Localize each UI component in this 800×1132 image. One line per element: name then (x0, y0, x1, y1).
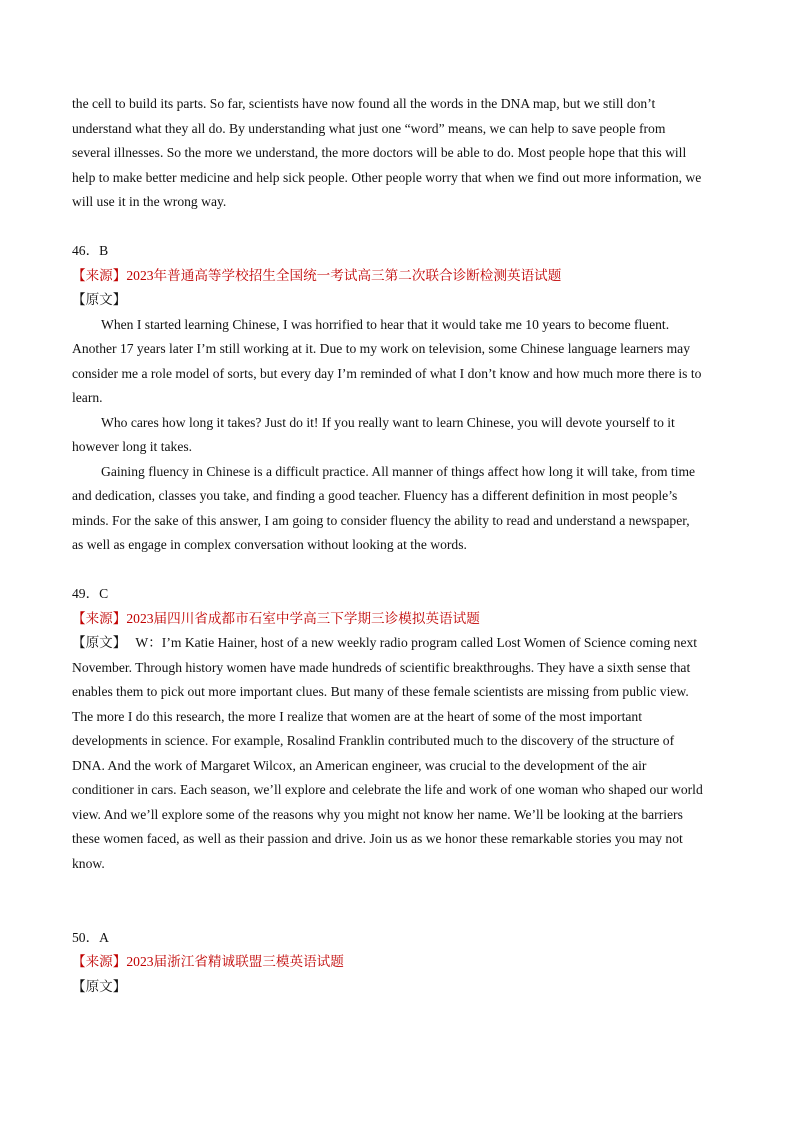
passage-line: Gaining fluency in Chinese is a difficult practice. All manner of things affect how long it will take, from time (101, 464, 696, 479)
passage-line: minds. For the sake of this answer, I am going to consider fluency the ability to read and understand a newspaper, (72, 513, 690, 528)
passage-line: When I started learning Chinese, I was horrified to hear that it would take me 10 years to become fluent. (101, 317, 670, 332)
passage-line: view. And we’ll explore some of the reasons why you might not know her name. We’ll be looking at the barriers (72, 807, 683, 822)
question-number: 46．B (72, 243, 109, 258)
passage-line: know. (72, 856, 105, 871)
passage-line: Who cares how long it takes? Just do it! If you really want to learn Chinese, you will devote yourself to it (101, 415, 675, 430)
intro-line: help to make better medicine and help sick people. Other people worry that when we find out more information, we (72, 170, 702, 185)
original-label: 【原文】 (72, 292, 127, 307)
source-label: 【来源】2023届浙江省精诚联盟三模英语试题 (72, 954, 344, 969)
passage-line: conditioner in cars. Each season, we’ll explore and celebrate the life and work of one woman who shaped our world (72, 782, 703, 797)
intro-line: will use it in the wrong way. (72, 194, 227, 209)
source-label: 【来源】2023年普通高等学校招生全国统一考试高三第二次联合诊断检测英语试题 (72, 268, 562, 283)
passage-line: W：I’m Katie Hainer, host of a new weekly radio program called Lost Women of Science coming next (135, 635, 698, 650)
passage-line: however long it takes. (72, 439, 193, 454)
passage-line: developments in science. For example, Rosalind Franklin contributed much to the discovery of the structure of (72, 733, 675, 748)
passage-line: consider me a role model of sorts, but every day I’m reminded of what I don’t know and how much more there is to (72, 366, 702, 381)
intro-line: understand what they all do. By understanding what just one “word” means, we can help to save people from (72, 121, 666, 136)
intro-line: the cell to build its parts. So far, scientists have now found all the words in the DNA map, but we still don’t (72, 96, 656, 111)
original-label: 【原文】 (72, 635, 127, 650)
passage-line: November. Through history women have made hundreds of scientific breakthroughs. They have a sixth sense that (72, 660, 691, 675)
question-number: 49．C (72, 586, 109, 601)
original-label: 【原文】 (72, 979, 127, 994)
passage-line: these women faced, as well as their passion and drive. Join us as we honor these remarkable stories you may not (72, 831, 683, 846)
question-number: 50．A (72, 930, 110, 945)
passage-line: The more I do this research, the more I realize that women are at the heart of some of the most important (72, 709, 642, 724)
intro-line: several illnesses. So the more we understand, the more doctors will be able to do. Most people hope that this will (72, 145, 687, 160)
passage-line: and dedication, classes you take, and finding a good teacher. Fluency has a different definition in most people’s (72, 488, 678, 503)
passage-line: DNA. And the work of Margaret Wilcox, an American engineer, was crucial to the development of the air (72, 758, 647, 773)
passage-line: learn. (72, 390, 103, 405)
passage-line: as well as engage in complex conversation without looking at the words. (72, 537, 467, 552)
source-label: 【来源】2023届四川省成都市石室中学高三下学期三诊模拟英语试题 (72, 611, 480, 626)
passage-line: enables them to pick out more important clues. But many of these female scientists are missing from public view. (72, 684, 689, 699)
passage-line: Another 17 years later I’m still working at it. Due to my work on television, some Chinese language learners may (72, 341, 690, 356)
original-first-line (72, 634, 697, 652)
